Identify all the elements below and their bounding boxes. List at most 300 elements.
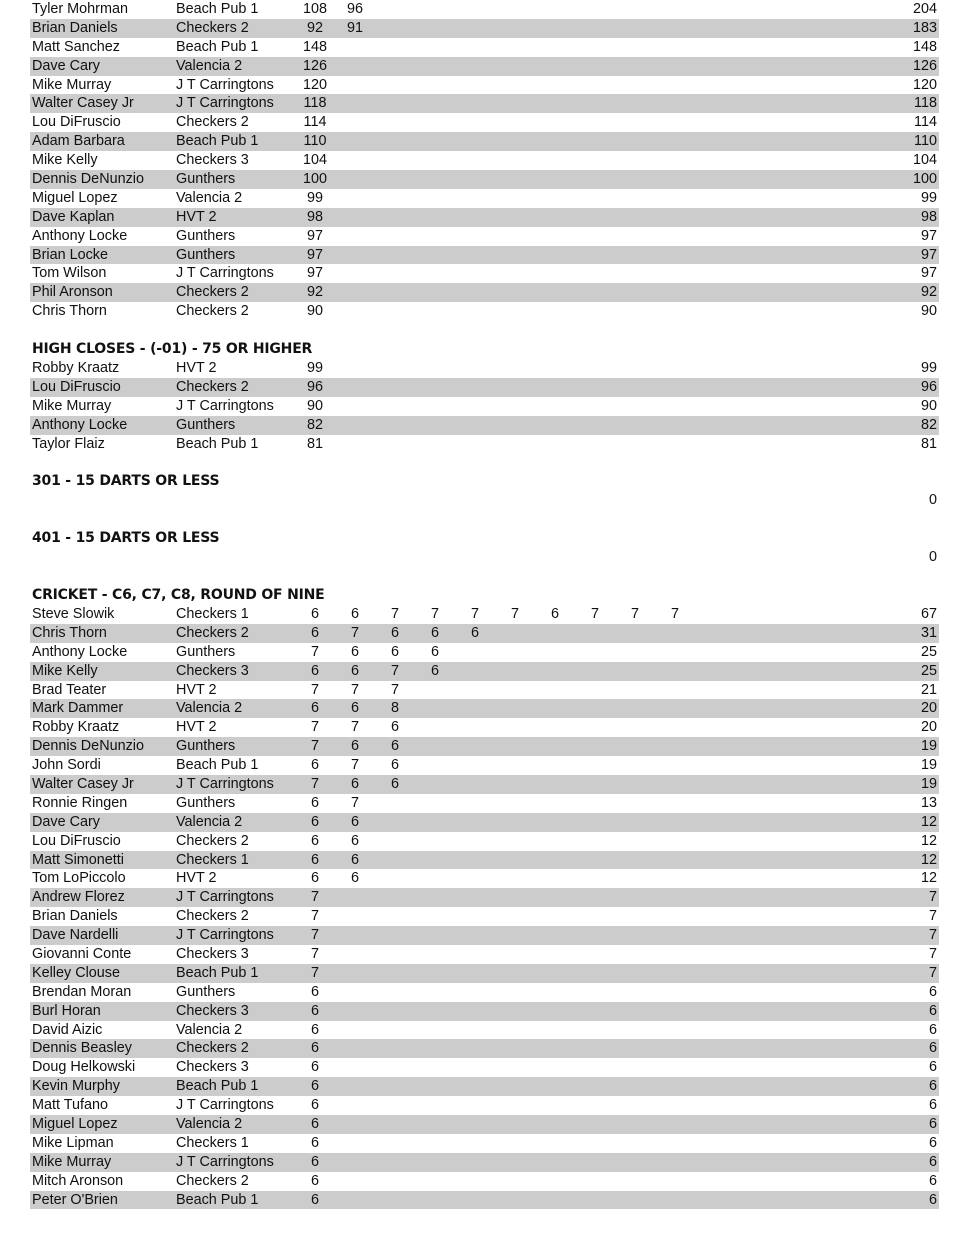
score-cell: 99	[306, 360, 323, 377]
player-name: Steve Slowik	[32, 605, 115, 622]
player-name: Mike Kelly	[32, 662, 98, 679]
stats-document	[30, 0, 939, 1209]
total-cell: 13	[920, 794, 937, 811]
team-name: J T Carringtons	[176, 775, 274, 792]
table-row	[30, 983, 939, 1002]
player-name: Burl Horan	[32, 1002, 101, 1019]
score-cell: 126	[302, 57, 327, 74]
cricket-table	[30, 605, 939, 1210]
team-name: J T Carringtons	[176, 1153, 274, 1170]
player-name: Dennis Beasley	[32, 1040, 132, 1057]
player-name: Adam Barbara	[32, 133, 125, 150]
score-cell: 6	[310, 1078, 319, 1095]
table-row	[30, 227, 939, 246]
table-row	[30, 945, 939, 964]
player-name: Robby Kraatz	[32, 360, 120, 377]
score-cell: 7	[310, 719, 319, 736]
table-row	[30, 851, 939, 870]
score-cell: 6	[430, 624, 439, 641]
table-row	[30, 888, 939, 907]
score-cell: 6	[350, 605, 359, 622]
player-name: Dave Cary	[32, 813, 100, 830]
table-row	[30, 302, 939, 321]
score-cell: 6	[310, 813, 319, 830]
table-row	[30, 0, 939, 19]
score-cell: 96	[306, 378, 323, 395]
team-name: Checkers 2	[176, 19, 249, 36]
score-cell: 6	[310, 1059, 319, 1076]
score-cell: 6	[310, 1115, 319, 1132]
table-row	[30, 170, 939, 189]
player-name: Lou DiFruscio	[32, 114, 121, 131]
score-cell: 6	[550, 605, 559, 622]
total-cell: 6	[928, 983, 937, 1000]
table-row	[30, 38, 939, 57]
total-cell: 20	[920, 719, 937, 736]
score-cell: 7	[350, 681, 359, 698]
score-cell: 6	[350, 738, 359, 755]
player-name: Chris Thorn	[32, 624, 107, 641]
section-total: 0	[928, 549, 937, 566]
score-cell: 6	[310, 700, 319, 717]
player-name: Walter Casey Jr	[32, 775, 134, 792]
table-row	[30, 718, 939, 737]
score-cell: 6	[310, 851, 319, 868]
total-cell: 20	[920, 700, 937, 717]
player-name: Brendan Moran	[32, 983, 132, 1000]
total-cell: 67	[920, 605, 937, 622]
score-cell: 6	[310, 1134, 319, 1151]
team-name: Checkers 2	[176, 832, 249, 849]
score-cell: 7	[510, 605, 519, 622]
score-cell: 90	[306, 303, 323, 320]
table-row	[30, 76, 939, 95]
score-cell: 7	[470, 605, 479, 622]
total-cell: 7	[928, 964, 937, 981]
player-name: Anthony Locke	[32, 643, 128, 660]
team-name: Beach Pub 1	[176, 1078, 259, 1095]
score-cell: 6	[350, 775, 359, 792]
table-row	[30, 208, 939, 227]
team-name: J T Carringtons	[176, 76, 274, 93]
team-name: HVT 2	[176, 681, 217, 698]
section-heading: CRICKET - C6, C7, C8, ROUND OF NINE	[32, 587, 325, 604]
player-name: Andrew Florez	[32, 889, 125, 906]
team-name: Checkers 3	[176, 945, 249, 962]
team-name: Gunthers	[176, 738, 236, 755]
total-cell: 12	[920, 870, 937, 887]
score-cell: 108	[302, 1, 327, 17]
total-cell: 100	[912, 171, 937, 188]
team-name: Checkers 2	[176, 908, 249, 925]
total-cell: 97	[920, 246, 937, 263]
score-cell: 6	[310, 1191, 319, 1208]
table-row	[30, 605, 939, 624]
score-cell: 100	[302, 171, 327, 188]
player-name: Taylor Flaiz	[32, 435, 105, 452]
player-name: Tyler Mohrman	[32, 1, 128, 17]
player-name: Phil Aronson	[32, 284, 113, 301]
score-cell: 6	[310, 983, 319, 1000]
player-name: Mike Murray	[32, 397, 112, 414]
team-name: Checkers 2	[176, 1040, 249, 1057]
table-row	[30, 681, 939, 700]
score-cell: 6	[310, 1097, 319, 1114]
score-cell: 6	[390, 775, 399, 792]
score-cell: 110	[303, 133, 327, 150]
score-cell: 6	[470, 624, 479, 641]
score-cell: 6	[310, 870, 319, 887]
total-cell: 7	[928, 927, 937, 944]
table-row	[30, 794, 939, 813]
score-cell: 7	[310, 964, 319, 981]
team-name: HVT 2	[176, 360, 217, 377]
team-name: Checkers 3	[176, 1002, 249, 1019]
player-name: Matt Sanchez	[32, 38, 120, 55]
team-name: Valencia 2	[176, 1021, 243, 1038]
score-cell: 97	[306, 227, 323, 244]
table-row	[30, 775, 939, 794]
score-cell: 6	[310, 1172, 319, 1189]
score-cell: 7	[630, 605, 639, 622]
score-cell: 7	[310, 738, 319, 755]
total-cell: 7	[928, 908, 937, 925]
table-row	[30, 907, 939, 926]
team-name: Beach Pub 1	[176, 38, 259, 55]
score-cell: 6	[390, 624, 399, 641]
score-cell: 8	[390, 700, 399, 717]
total-cell: 21	[920, 681, 937, 698]
total-cell: 31	[920, 624, 937, 641]
score-cell: 91	[346, 19, 363, 36]
score-cell: 7	[310, 681, 319, 698]
table-row	[30, 359, 939, 378]
section-heading: 301 - 15 DARTS OR LESS	[32, 473, 220, 490]
score-cell: 7	[350, 624, 359, 641]
total-cell: 25	[920, 643, 937, 660]
section-heading: HIGH CLOSES - (-01) - 75 OR HIGHER	[32, 341, 313, 358]
player-name: Kevin Murphy	[32, 1078, 120, 1095]
player-name: Tom LoPiccolo	[32, 870, 126, 887]
table-row	[30, 94, 939, 113]
player-name: Miguel Lopez	[32, 189, 118, 206]
total-cell: 118	[914, 95, 937, 112]
table-row	[30, 813, 939, 832]
table-row	[30, 283, 939, 302]
score-cell: 6	[350, 870, 359, 887]
table-row	[30, 1096, 939, 1115]
player-name: Lou DiFruscio	[32, 832, 121, 849]
section-heading: 401 - 15 DARTS OR LESS	[32, 530, 220, 547]
total-cell: 92	[920, 284, 937, 301]
total-cell: 12	[920, 813, 937, 830]
team-name: Checkers 2	[176, 624, 249, 641]
team-name: Gunthers	[176, 171, 236, 188]
darts-401-section	[30, 529, 939, 567]
team-name: Checkers 1	[176, 1134, 249, 1151]
score-cell: 6	[350, 662, 359, 679]
player-name: Anthony Locke	[32, 416, 128, 433]
score-cell: 6	[390, 719, 399, 736]
player-name: Tom Wilson	[32, 265, 107, 282]
high-closes-table	[30, 359, 939, 453]
team-name: Checkers 1	[176, 605, 249, 622]
table-row	[30, 1191, 939, 1210]
total-cell: 148	[912, 38, 937, 55]
team-name: HVT 2	[176, 208, 217, 225]
score-cell: 114	[303, 114, 327, 131]
table-row	[30, 113, 939, 132]
team-name: Beach Pub 1	[176, 1, 259, 17]
player-name: Mike Murray	[32, 1153, 112, 1170]
score-cell: 6	[310, 794, 319, 811]
table-row	[30, 1134, 939, 1153]
section-total: 0	[928, 492, 937, 509]
team-name: Gunthers	[176, 983, 236, 1000]
table-row	[30, 643, 939, 662]
table-row	[30, 756, 939, 775]
table-row	[30, 57, 939, 76]
total-cell: 90	[920, 303, 937, 320]
total-cell: 183	[912, 19, 937, 36]
total-cell: 104	[912, 152, 937, 169]
player-name: John Sordi	[32, 757, 101, 774]
total-cell: 19	[920, 757, 937, 774]
team-name: Beach Pub 1	[176, 757, 259, 774]
score-cell: 7	[350, 794, 359, 811]
score-cell: 6	[430, 662, 439, 679]
team-name: Gunthers	[176, 643, 236, 660]
player-name: Anthony Locke	[32, 227, 128, 244]
team-name: Valencia 2	[176, 1115, 243, 1132]
total-cell: 6	[928, 1115, 937, 1132]
score-cell: 6	[310, 662, 319, 679]
score-cell: 97	[306, 265, 323, 282]
total-cell: 6	[928, 1097, 937, 1114]
player-name: Giovanni Conte	[32, 945, 132, 962]
total-cell: 110	[914, 133, 937, 150]
score-cell: 7	[390, 605, 399, 622]
total-cell: 6	[928, 1172, 937, 1189]
score-cell: 6	[350, 700, 359, 717]
score-cell: 6	[310, 757, 319, 774]
team-name: Checkers 2	[176, 284, 249, 301]
score-cell: 7	[310, 908, 319, 925]
player-name: Dennis DeNunzio	[32, 738, 144, 755]
team-name: HVT 2	[176, 870, 217, 887]
total-cell: 90	[920, 397, 937, 414]
team-name: Beach Pub 1	[176, 1191, 259, 1208]
total-cell: 6	[928, 1002, 937, 1019]
team-name: Checkers 3	[176, 1059, 249, 1076]
team-name: Beach Pub 1	[176, 964, 259, 981]
score-cell: 6	[310, 1040, 319, 1057]
score-cell: 99	[306, 189, 323, 206]
score-cell: 81	[306, 435, 323, 452]
cricket-section	[30, 586, 939, 1209]
total-cell: 25	[920, 662, 937, 679]
player-name: David Aizic	[32, 1021, 103, 1038]
table-row	[30, 926, 939, 945]
player-name: Lou DiFruscio	[32, 378, 121, 395]
score-cell: 6	[390, 757, 399, 774]
player-name: Chris Thorn	[32, 303, 107, 320]
player-name: Peter O'Brien	[32, 1191, 118, 1208]
player-name: Kelley Clouse	[32, 964, 120, 981]
total-cell: 6	[928, 1040, 937, 1057]
total-cell: 97	[920, 227, 937, 244]
team-name: Checkers 3	[176, 152, 249, 169]
score-cell: 6	[350, 851, 359, 868]
total-cell: 6	[928, 1134, 937, 1151]
total-cell: 82	[920, 416, 937, 433]
total-cell: 6	[928, 1059, 937, 1076]
team-name: J T Carringtons	[176, 95, 274, 112]
score-cell: 7	[390, 662, 399, 679]
score-cell: 98	[306, 208, 323, 225]
player-name: Ronnie Ringen	[32, 794, 128, 811]
team-name: J T Carringtons	[176, 1097, 274, 1114]
score-cell: 7	[310, 927, 319, 944]
team-name: Gunthers	[176, 227, 236, 244]
team-name: Gunthers	[176, 416, 236, 433]
total-cell: 96	[920, 378, 937, 395]
score-cell: 7	[590, 605, 599, 622]
team-name: Checkers 3	[176, 662, 249, 679]
total-cell: 6	[928, 1153, 937, 1170]
score-cell: 6	[390, 738, 399, 755]
player-name: Matt Tufano	[32, 1097, 108, 1114]
score-cell: 6	[350, 832, 359, 849]
table-row	[30, 1058, 939, 1077]
total-cell: 12	[920, 832, 937, 849]
player-name: Mike Murray	[32, 76, 112, 93]
team-name: Checkers 2	[176, 1172, 249, 1189]
score-cell: 6	[350, 643, 359, 660]
player-name: Brad Teater	[32, 681, 107, 698]
score-cell: 6	[310, 624, 319, 641]
total-cell: 126	[912, 57, 937, 74]
total-cell: 12	[920, 851, 937, 868]
table-row	[30, 1172, 939, 1191]
team-name: Valencia 2	[176, 700, 243, 717]
score-cell: 118	[303, 95, 327, 112]
team-name: HVT 2	[176, 719, 217, 736]
total-cell: 98	[920, 208, 937, 225]
score-cell: 97	[306, 246, 323, 263]
score-cell: 7	[430, 605, 439, 622]
score-cell: 104	[302, 152, 327, 169]
table-row	[30, 435, 939, 454]
score-cell: 7	[310, 945, 319, 962]
score-cell: 6	[350, 813, 359, 830]
team-name: J T Carringtons	[176, 889, 274, 906]
team-name: Checkers 2	[176, 378, 249, 395]
team-name: Beach Pub 1	[176, 435, 259, 452]
high-closes-section	[30, 340, 939, 453]
score-cell: 7	[390, 681, 399, 698]
player-name: Mike Lipman	[32, 1134, 114, 1151]
total-cell: 6	[928, 1021, 937, 1038]
table-row	[30, 416, 939, 435]
player-name: Dave Kaplan	[32, 208, 115, 225]
table-row	[30, 264, 939, 283]
score-cell: 7	[310, 889, 319, 906]
team-name: J T Carringtons	[176, 397, 274, 414]
total-cell: 204	[912, 1, 937, 17]
table-row	[30, 964, 939, 983]
table-row	[30, 1002, 939, 1021]
team-name: J T Carringtons	[176, 265, 274, 282]
player-name: Brian Daniels	[32, 19, 118, 36]
player-name: Brian Daniels	[32, 908, 118, 925]
score-cell: 6	[310, 1153, 319, 1170]
score-cell: 7	[350, 719, 359, 736]
table-row	[30, 246, 939, 265]
team-name: Checkers 2	[176, 303, 249, 320]
table-row	[30, 699, 939, 718]
score-cell: 6	[310, 1002, 319, 1019]
score-cell: 6	[310, 605, 319, 622]
table-row	[30, 1021, 939, 1040]
team-name: Checkers 1	[176, 851, 249, 868]
player-name: Mark Dammer	[32, 700, 124, 717]
table-row	[30, 189, 939, 208]
score-cell: 6	[430, 643, 439, 660]
team-name: Valencia 2	[176, 813, 243, 830]
player-name: Miguel Lopez	[32, 1115, 118, 1132]
table-row	[30, 662, 939, 681]
score-cell: 7	[670, 605, 679, 622]
team-name: Gunthers	[176, 246, 236, 263]
team-name: Gunthers	[176, 794, 236, 811]
total-cell: 6	[928, 1078, 937, 1095]
table-row	[30, 869, 939, 888]
score-cell: 120	[302, 76, 327, 93]
table-row	[30, 624, 939, 643]
total-cell: 6	[928, 1191, 937, 1208]
score-cell: 7	[310, 775, 319, 792]
score-cell: 96	[346, 1, 363, 17]
player-name: Dave Nardelli	[32, 927, 119, 944]
score-cell: 7	[350, 757, 359, 774]
player-name: Mike Kelly	[32, 152, 98, 169]
player-name: Brian Locke	[32, 246, 108, 263]
total-cell: 99	[920, 360, 937, 377]
table-row	[30, 1039, 939, 1058]
total-cell: 120	[912, 76, 937, 93]
team-name: Valencia 2	[176, 189, 243, 206]
player-name: Mitch Aronson	[32, 1172, 124, 1189]
total-cell: 97	[920, 265, 937, 282]
total-cell: 114	[914, 114, 937, 131]
table-row	[30, 378, 939, 397]
total-cell: 7	[928, 945, 937, 962]
score-cell: 90	[306, 397, 323, 414]
score-cell: 82	[306, 416, 323, 433]
team-name: J T Carringtons	[176, 927, 274, 944]
total-cell: 99	[920, 189, 937, 206]
score-cell: 92	[306, 19, 323, 36]
player-name: Dennis DeNunzio	[32, 171, 144, 188]
player-name: Matt Simonetti	[32, 851, 124, 868]
score-cell: 7	[310, 643, 319, 660]
score-cell: 6	[310, 832, 319, 849]
table-row	[30, 1153, 939, 1172]
table-row	[30, 1077, 939, 1096]
table-row	[30, 151, 939, 170]
team-name: Valencia 2	[176, 57, 243, 74]
